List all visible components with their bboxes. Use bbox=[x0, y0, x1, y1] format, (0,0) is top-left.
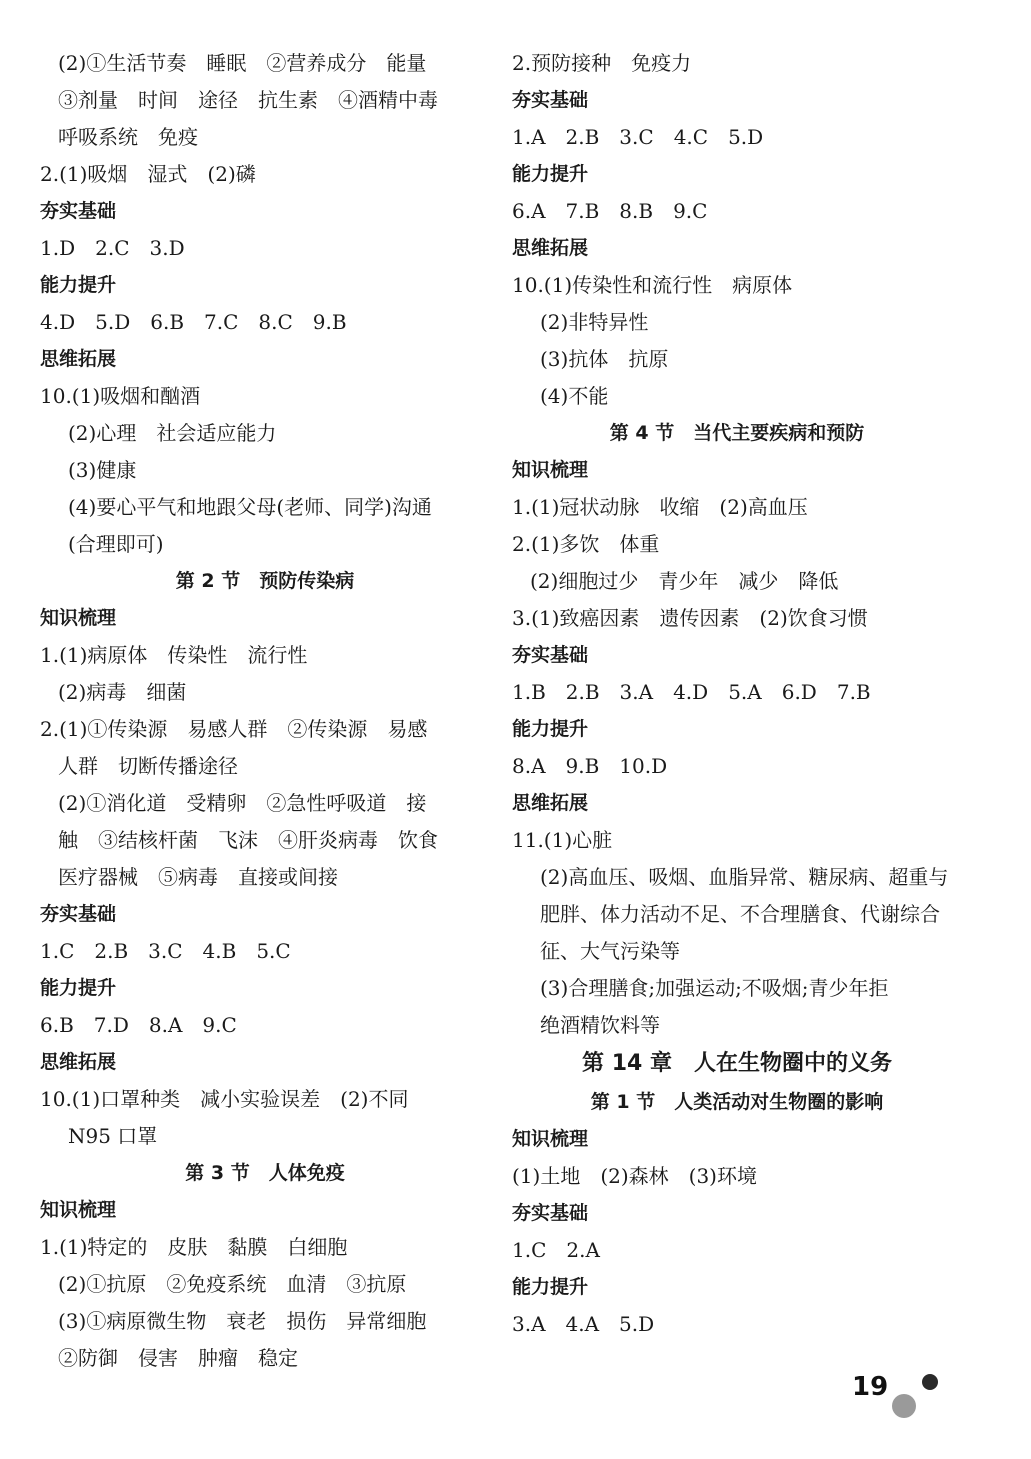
subsection-heading: 能力提升 bbox=[512, 1276, 589, 1298]
subsection-heading: 知识梳理 bbox=[40, 1199, 117, 1221]
answer-line: 6.B 7.D 8.A 9.C bbox=[40, 1013, 237, 1037]
answer-line: (3)健康 bbox=[68, 458, 137, 482]
subsection-heading: 夯实基础 bbox=[512, 1202, 589, 1224]
answer-line: 2.预防接种 免疫力 bbox=[512, 51, 692, 75]
answer-line: (2)①生活节奏 睡眠 ②营养成分 能量 bbox=[58, 51, 427, 75]
answer-line: 2.(1)多饮 体重 bbox=[512, 532, 660, 556]
chapter-heading: 第 14 章 人在生物圈中的义务 bbox=[582, 1051, 892, 1076]
answer-line: 肥胖、体力活动不足、不合理膳食、代谢综合 bbox=[540, 902, 940, 926]
section-heading: 第 2 节 预防传染病 bbox=[175, 570, 355, 592]
answer-line: (4)要心平气和地跟父母(老师、同学)沟通 bbox=[68, 495, 432, 519]
subsection-heading: 夯实基础 bbox=[512, 89, 589, 111]
answer-line: 1.D 2.C 3.D bbox=[40, 236, 185, 260]
subsection-heading: 知识梳理 bbox=[512, 1128, 589, 1150]
answer-line: 1.B 2.B 3.A 4.D 5.A 6.D 7.B bbox=[512, 680, 871, 704]
answer-line: 10.(1)吸烟和酗酒 bbox=[40, 384, 201, 408]
page-number-badge bbox=[852, 1372, 942, 1420]
answer-line: 绝酒精饮料等 bbox=[540, 1013, 660, 1037]
answer-line: 3.(1)致癌因素 遗传因素 (2)饮食习惯 bbox=[512, 606, 868, 630]
answer-line: 1.A 2.B 3.C 4.C 5.D bbox=[512, 125, 764, 149]
subsection-heading: 能力提升 bbox=[512, 163, 589, 185]
subsection-heading: 思维拓展 bbox=[512, 237, 589, 259]
answer-line: 1.C 2.B 3.C 4.B 5.C bbox=[40, 939, 291, 963]
answer-line: (4)不能 bbox=[540, 384, 609, 408]
answer-line: 1.(1)冠状动脉 收缩 (2)高血压 bbox=[512, 495, 808, 519]
answer-line: (2)非特异性 bbox=[540, 310, 649, 334]
answer-line: 1.(1)特定的 皮肤 黏膜 白细胞 bbox=[40, 1235, 348, 1259]
answer-line: 8.A 9.B 10.D bbox=[512, 754, 668, 778]
answer-line: 2.(1)吸烟 湿式 (2)磷 bbox=[40, 162, 256, 186]
subsection-heading: 知识梳理 bbox=[512, 459, 589, 481]
subsection-heading: 思维拓展 bbox=[40, 1051, 117, 1073]
answer-line: (合理即可) bbox=[68, 532, 164, 556]
answer-line: (3)①病原微生物 衰老 损伤 异常细胞 bbox=[58, 1309, 427, 1333]
answer-line: 3.A 4.A 5.D bbox=[512, 1312, 655, 1336]
right-column bbox=[512, 45, 962, 1343]
answer-line: (2)高血压、吸烟、血脂异常、糖尿病、超重与 bbox=[540, 865, 949, 889]
answer-line: (2)心理 社会适应能力 bbox=[68, 421, 277, 445]
answer-line: (3)抗体 抗原 bbox=[540, 347, 669, 371]
answer-line: 征、大气污染等 bbox=[540, 939, 680, 963]
answer-line: 人群 切断传播途径 bbox=[58, 754, 238, 778]
answer-line: 6.A 7.B 8.B 9.C bbox=[512, 199, 708, 223]
subsection-heading: 夯实基础 bbox=[40, 903, 117, 925]
answer-line: 10.(1)传染性和流行性 病原体 bbox=[512, 273, 793, 297]
answer-line: (2)①抗原 ②免疫系统 血清 ③抗原 bbox=[58, 1272, 407, 1296]
subsection-heading: 夯实基础 bbox=[512, 644, 589, 666]
subsection-heading: 思维拓展 bbox=[40, 348, 117, 370]
answer-line: (1)土地 (2)森林 (3)环境 bbox=[512, 1164, 757, 1188]
subsection-heading: 能力提升 bbox=[512, 718, 589, 740]
section-heading: 第 3 节 人体免疫 bbox=[185, 1162, 345, 1184]
answer-line: (3)合理膳食;加强运动;不吸烟;青少年拒 bbox=[540, 976, 889, 1000]
answer-line: (2)病毒 细菌 bbox=[58, 680, 187, 704]
answer-line: 1.C 2.A bbox=[512, 1238, 600, 1262]
answer-line: 2.(1)①传染源 易感人群 ②传染源 易感 bbox=[40, 717, 428, 741]
answer-line: (2)①消化道 受精卵 ②急性呼吸道 接 bbox=[58, 791, 427, 815]
subsection-heading: 思维拓展 bbox=[512, 792, 589, 814]
page-number: 19 bbox=[852, 1372, 889, 1402]
answer-line: 1.(1)病原体 传染性 流行性 bbox=[40, 643, 308, 667]
left-column bbox=[40, 45, 490, 1377]
answer-line: ②防御 侵害 肿瘤 稳定 bbox=[58, 1346, 298, 1370]
answer-line: ③剂量 时间 途径 抗生素 ④酒精中毒 bbox=[58, 88, 438, 112]
answer-line: N95 口罩 bbox=[68, 1124, 158, 1148]
subsection-heading: 能力提升 bbox=[40, 274, 117, 296]
answer-line: 触 ③结核杆菌 飞沫 ④肝炎病毒 饮食 bbox=[58, 828, 438, 852]
subsection-heading: 知识梳理 bbox=[40, 607, 117, 629]
subsection-heading: 能力提升 bbox=[40, 977, 117, 999]
answer-line: 医疗器械 ⑤病毒 直接或间接 bbox=[58, 865, 338, 889]
answer-line: 4.D 5.D 6.B 7.C 8.C 9.B bbox=[40, 310, 347, 334]
decorative-dot bbox=[892, 1394, 916, 1418]
section-heading: 第 1 节 人类活动对生物圈的影响 bbox=[590, 1091, 884, 1113]
subsection-heading: 夯实基础 bbox=[40, 200, 117, 222]
section-heading: 第 4 节 当代主要疾病和预防 bbox=[609, 422, 865, 444]
decorative-dot bbox=[922, 1374, 938, 1390]
answer-line: 11.(1)心脏 bbox=[512, 828, 613, 852]
answer-line: (2)细胞过少 青少年 减少 降低 bbox=[530, 569, 839, 593]
answer-line: 10.(1)口罩种类 减小实验误差 (2)不同 bbox=[40, 1087, 409, 1111]
answer-line: 呼吸系统 免疫 bbox=[58, 125, 198, 149]
